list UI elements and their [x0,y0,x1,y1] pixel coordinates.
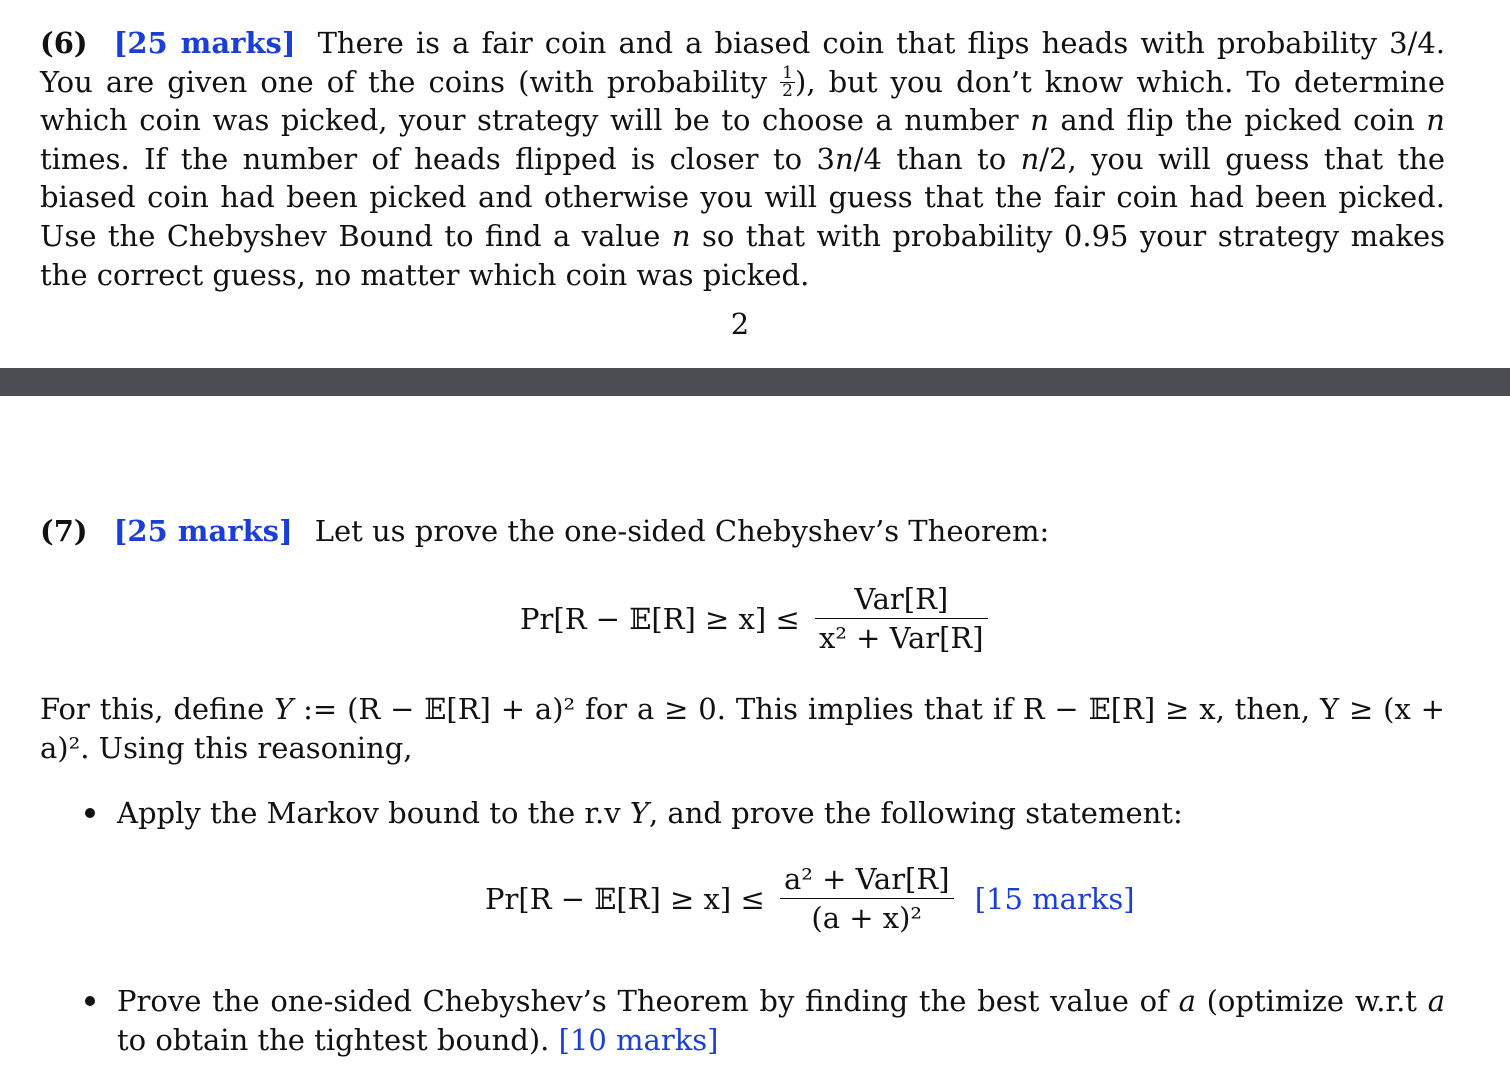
bullet-icon [85,996,95,1006]
question-number: (7) [40,514,88,548]
variable-n: n [671,218,691,253]
question-6: (6) [25 marks] There is a fair coin and a biased coin that flips heads with probability 3/4. You are given one of the coins (with probability $\frac{1}{2}$ ), but you don’t know which. To determine which coin was picked, your strategy will be to choose a number n and flip the picked coin n times. If the number of heads flipped is closer to 3n/4 than to n/2, you will guess that the biased coin had been picked and otherwise you will guess that the fair coin had been picked. Use the Chebyshev Bound to find a value n so that with probability 0.95 your strategy makes the correct guess, no matter which coin was picked. [40,26,1446,292]
variable-n: n [1030,103,1049,138]
question-number: (6) [40,26,88,60]
marks-label: [25 marks] [113,26,296,60]
bullet-icon [85,808,95,818]
variable-n: n [1426,103,1445,138]
fraction-one-half: $\frac{1}{2}$ [782,62,793,101]
fraction-numerator: a² + Var[R] [780,860,954,899]
page-number: 2 [730,307,750,341]
page-separator [0,368,1510,396]
question-text: There is a fair coin and a biased coin that flips heads with probability 3/4. You are given one of the coins (with probability [40,26,1445,99]
fraction-denominator: x² + Var[R] [818,621,984,655]
equation-fraction [815,580,988,657]
equation-markov-bound [485,860,1135,937]
variable-n: n [1020,141,1040,176]
question-7-intro [40,512,1445,551]
definition-paragraph: For this, define Y := (R − 𝔼[R] + a)² for a ≥ 0. This implies that if R − 𝔼[R] ≥ x, then, Y ≥ (x + a)². Using this reasoning, [40,692,1445,765]
marks-label: [10 marks] [558,1022,719,1057]
marks-label: [25 marks] [113,514,293,548]
equation-one-sided-chebyshev [520,580,988,657]
equation-fraction [780,860,954,937]
page-top [0,0,1510,368]
equation-lhs: Pr[R − 𝔼[R] ≥ x] ≤ [520,601,800,636]
question-text: Let us prove the one-sided Chebyshev’s Theorem: [314,514,1050,548]
marks-label: [15 marks] [974,881,1135,916]
fraction-denominator: (a + x)² [811,901,923,935]
bullet-item-optimize: Prove the one-sided Chebyshev’s Theorem by finding the best value of a (optimize w.r.t a to obtain the tightest bound). [10 marks] [117,982,1445,1059]
page-bottom [0,396,1510,1080]
equation-lhs: Pr[R − 𝔼[R] ≥ x] ≤ [485,881,765,916]
bullet-item-markov: Apply the Markov bound to the r.v Y, and prove the following statement: [117,794,1445,833]
variable-n: n [834,141,854,176]
fraction-numerator: Var[R] [815,580,988,619]
